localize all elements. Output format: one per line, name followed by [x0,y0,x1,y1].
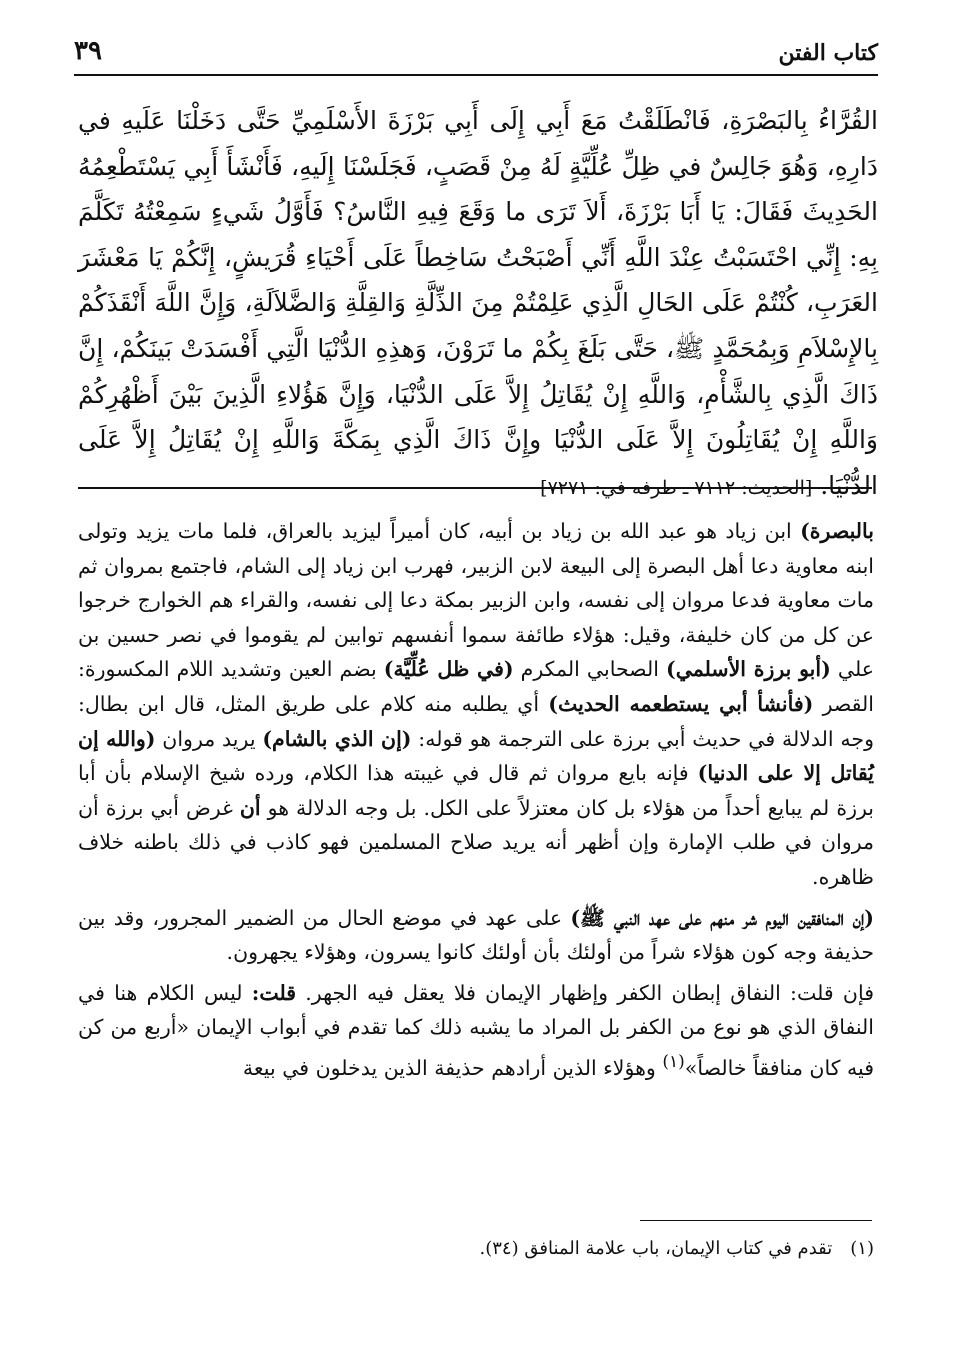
page-header [74,30,878,76]
hadith-text [78,98,878,511]
bold-term: (والله إن يُقاتل إلا على الدنيا) [78,726,874,786]
commentary-paragraph [78,901,874,970]
page-number: ٣٩ [74,36,102,66]
bold-term: (إن الذي بالشام) [262,726,412,751]
commentary-paragraph [78,514,874,895]
bold-term: (في ظل عُلِّيَّة) [383,657,514,682]
bold-term: قلت: [251,980,297,1005]
footnote-text: تقدم في كتاب الإيمان، باب علامة المنافق (٣٤). [479,1238,833,1259]
bold-term: (إن المنافقين اليوم شر منهم على عهد النبي ﷺ) [570,905,874,930]
commentary-text: أي يطلبه منه كلام على طريق المثل، قال ابن بطال: وجه الدلالة في حديث أبي برزة على الترجمة هو قوله: [78,691,874,751]
commentary-text: الصحابي المكرم [513,657,666,682]
commentary-text: ابن زياد هو عبد الله بن زياد بن أبيه، كان أميراً ليزيد بالعراق، فلما مات يزيد وتولى ابنه معاوية دعا أهل البصرة إلى البيعة لابن الزبير، فهرب ابن زياد إلى الشام، فاجتمع بمروان ثم مات معاوية فدعا مروان إلى نفسه، وابن الزبير بمكة دعا إلى نفسه، والقراء هم الخوارج خرجوا عن كل من كان خليفة، وقيل: هؤلاء طائفة سموا أنفسهم توابين لم يقوموا في نصر حسين بن علي [78,519,874,682]
commentary-text: وهؤلاء الذين أرادهم حذيفة الذين يدخلون في بيعة [242,1055,663,1080]
commentary-paragraph [78,976,874,1086]
commentary-text: غرض أبي برزة أن مروان في طلب الإمارة وإن أظهر أنه يريد صلاح المسلمين فهو كاذب في ذلك باطنه خلاف ظاهره. [78,795,874,889]
hadith-reference: [الحديث: ٧١١٢ ـ طرفه في: ٧٢٧١] [540,476,813,499]
footnote [78,1236,874,1262]
footnote-divider [640,1220,872,1221]
commentary-text: ليس الكلام هنا في النفاق الذي هو نوع من الكفر بل المراد ما يشبه ذلك كما تقدم في أبواب الإيمان «أربع من كن فيه كان منافقاً خالصاً» [78,980,874,1080]
commentary-text: على عهد في موضع الحال من الضمير المجرور، وقد بين حذيفة وجه كون هؤلاء شراً من أولئك بأن أولئك كانوا يسرون، وهؤلاء يجهرون. [78,905,874,965]
commentary-text: بضم العين وتشديد اللام المكسورة: القصر [78,657,874,716]
section-divider [78,487,872,489]
bold-term: أن [239,795,261,820]
bold-term: بالبصرة) [800,519,874,543]
hadith-body: القُرَّاءُ بِالبَصْرَةِ، فَانْطَلَقْتُ مَعَ أَبِي إِلَى أَبِي بَرْزَةَ الأَسْلَمِيِّ حَتَّى دَخَلْنَا عَلَيهِ في دَارِهِ، وَهُوَ جَالِسٌ في ظِلِّ عُلِّيَّةٍ لَهُ مِنْ قَصَبٍ، فَجَلَسْنَا إِلَيهِ، فَأَنْشَأَ أَبِي يَسْتَطْعِمُهُ الحَدِيثَ فَقَالَ: يَا أَبَا بَرْزَةَ، أَلاَ تَرَى ما وَقَعَ فِيهِ النَّاسُ؟ فَأَوَّلُ شَيءٍ سَمِعْتُهُ تَكَلَّمَ بِهِ: إِنِّي احْتَسَبْتُ عِنْدَ اللَّهِ أَنِّي أَصْبَحْتُ سَاخِطاً عَلَى أَحْيَاءِ قُرَيشٍ، إِنَّكُمْ يَا مَعْشَرَ العَرَبِ، كُنْتُمْ عَلَى الحَالِ الَّذِي عَلِمْتُمْ مِنَ الذِّلَّةِ وَالقِلَّةِ وَالضَّلاَلَةِ، وَإِنَّ اللَّهَ أَنْقَذَكُمْ بِالإِسْلاَمِ وَبِمُحَمَّدٍ ﷺ، حَتَّى بَلَغَ بِكُمْ ما تَرَوْنَ، وَهذِهِ الدُّنْيَا الَّتِي أَفْسَدَتْ بَينَكُمْ، إِنَّ ذَاكَ الَّذِي بِالشَّأْمِ، وَاللَّهِ إِنْ يُقَاتِلُ إِلاَّ عَلَى الدُّنْيَا، وَإِنَّ هَؤُلاءِ الَّذِينَ بَيْنَ أَظْهُرِكُمْ وَاللَّهِ إِنْ يُقَاتِلُونَ إِلاَّ عَلَى الدُّنْيَا وإِنَّ ذَاكَ الَّذِي بِمَكَّةَ وَاللَّهِ إِنْ يُقَاتِلُ إِلاَّ عَلَى الدُّنْيَا. [78,106,878,500]
bold-term: (فأنشأ أبي يستطعمه الحديث) [548,691,814,716]
commentary-text: يريد مروان [155,726,263,751]
commentary [78,514,874,1085]
bold-term: (أبو برزة الأسلمي) [666,657,831,682]
commentary-text: فإنه بايع مروان ثم قال في غيبته هذا الكلام، ورده شيخ الإسلام بأن أبا برزة لم يبايع أحداً من هؤلاء بل كان معتزلاً على الكل. بل وجه الدلالة هو [78,761,874,820]
running-title: كتاب الفتن [778,40,878,66]
footnote-marker: (١) [662,1051,685,1072]
commentary-text: فإن قلت: النفاق إبطان الكفر وإظهار الإيمان فلا يعقل فيه الجهر. [296,980,875,1005]
footnote-number: (١) [850,1238,874,1259]
